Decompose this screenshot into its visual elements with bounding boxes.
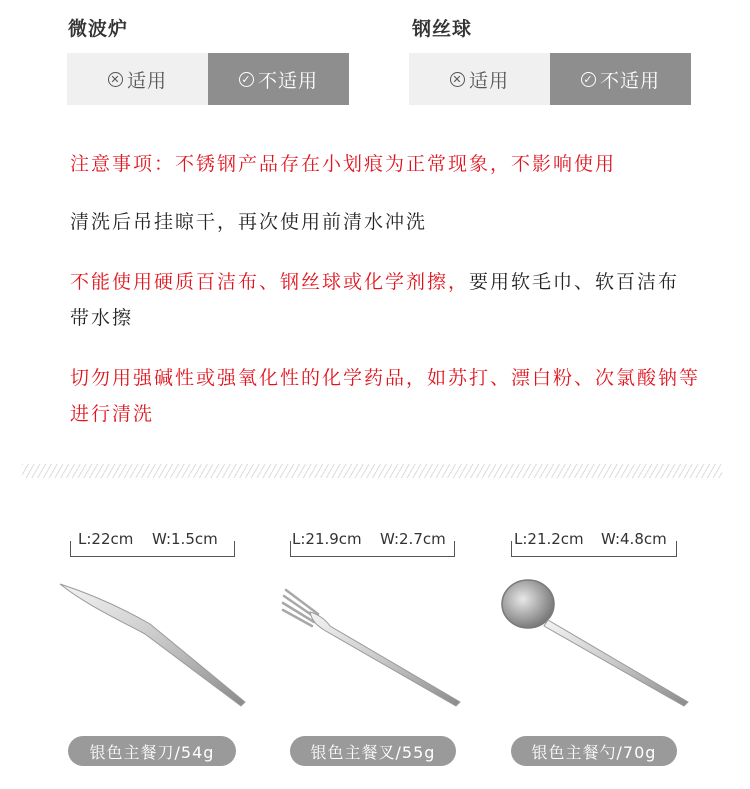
note-cleaning-tools-advice: 要用软毛巾、软百洁布带水擦 <box>70 271 680 329</box>
fork-label: 银色主餐叉/55g <box>290 736 456 766</box>
spoon-label: 银色主餐勺/70g <box>511 736 677 766</box>
note-cleaning-tools-warning: 不能使用硬质百洁布、钢丝球或化学剂擦， <box>70 271 470 293</box>
knife-length: L:22cm <box>78 530 134 548</box>
microwave-option-suitable[interactable] <box>67 53 208 105</box>
option-label: 不适用 <box>599 69 660 92</box>
note-cleaning-tools <box>70 264 700 336</box>
microwave-toggle <box>67 53 349 105</box>
fork-length: L:21.9cm <box>292 530 362 548</box>
microwave-title: 微波炉 <box>68 18 129 40</box>
microwave-option-not-suitable[interactable] <box>208 53 349 105</box>
knife-dimension-line <box>70 541 235 557</box>
divider <box>22 464 722 478</box>
knife-label: 银色主餐刀/54g <box>68 736 236 766</box>
note-drying: 清洗后吊挂晾干，再次使用前清水冲洗 <box>70 211 428 233</box>
cross-circle-icon: ✕ <box>450 72 465 87</box>
knife-image <box>55 578 255 713</box>
steel-wool-title: 钢丝球 <box>412 18 473 40</box>
fork-image <box>278 586 468 711</box>
cross-circle-icon: ✕ <box>108 72 123 87</box>
option-label: 不适用 <box>257 69 318 92</box>
note-chemicals: 切勿用强碱性或强氧化性的化学药品，如苏打、漂白粉、次氯酸钠等进行清洗 <box>70 367 701 425</box>
check-circle-icon: ✓ <box>581 72 596 87</box>
option-label: 适用 <box>468 69 509 92</box>
knife-width: W:1.5cm <box>152 530 218 548</box>
note-scratches: 注意事项：不锈钢产品存在小划痕为正常现象，不影响使用 <box>70 153 617 175</box>
spoon-dimension-line <box>511 541 677 557</box>
steel-wool-option-not-suitable[interactable] <box>550 53 691 105</box>
spoon-image <box>496 576 696 712</box>
fork-dimension-line <box>290 541 455 557</box>
check-circle-icon: ✓ <box>239 72 254 87</box>
spoon-width: W:4.8cm <box>601 530 667 548</box>
spoon-length: L:21.2cm <box>514 530 584 548</box>
option-label: 适用 <box>126 69 167 92</box>
fork-width: W:2.7cm <box>380 530 446 548</box>
steel-wool-toggle <box>409 53 691 105</box>
steel-wool-option-suitable[interactable] <box>409 53 550 105</box>
